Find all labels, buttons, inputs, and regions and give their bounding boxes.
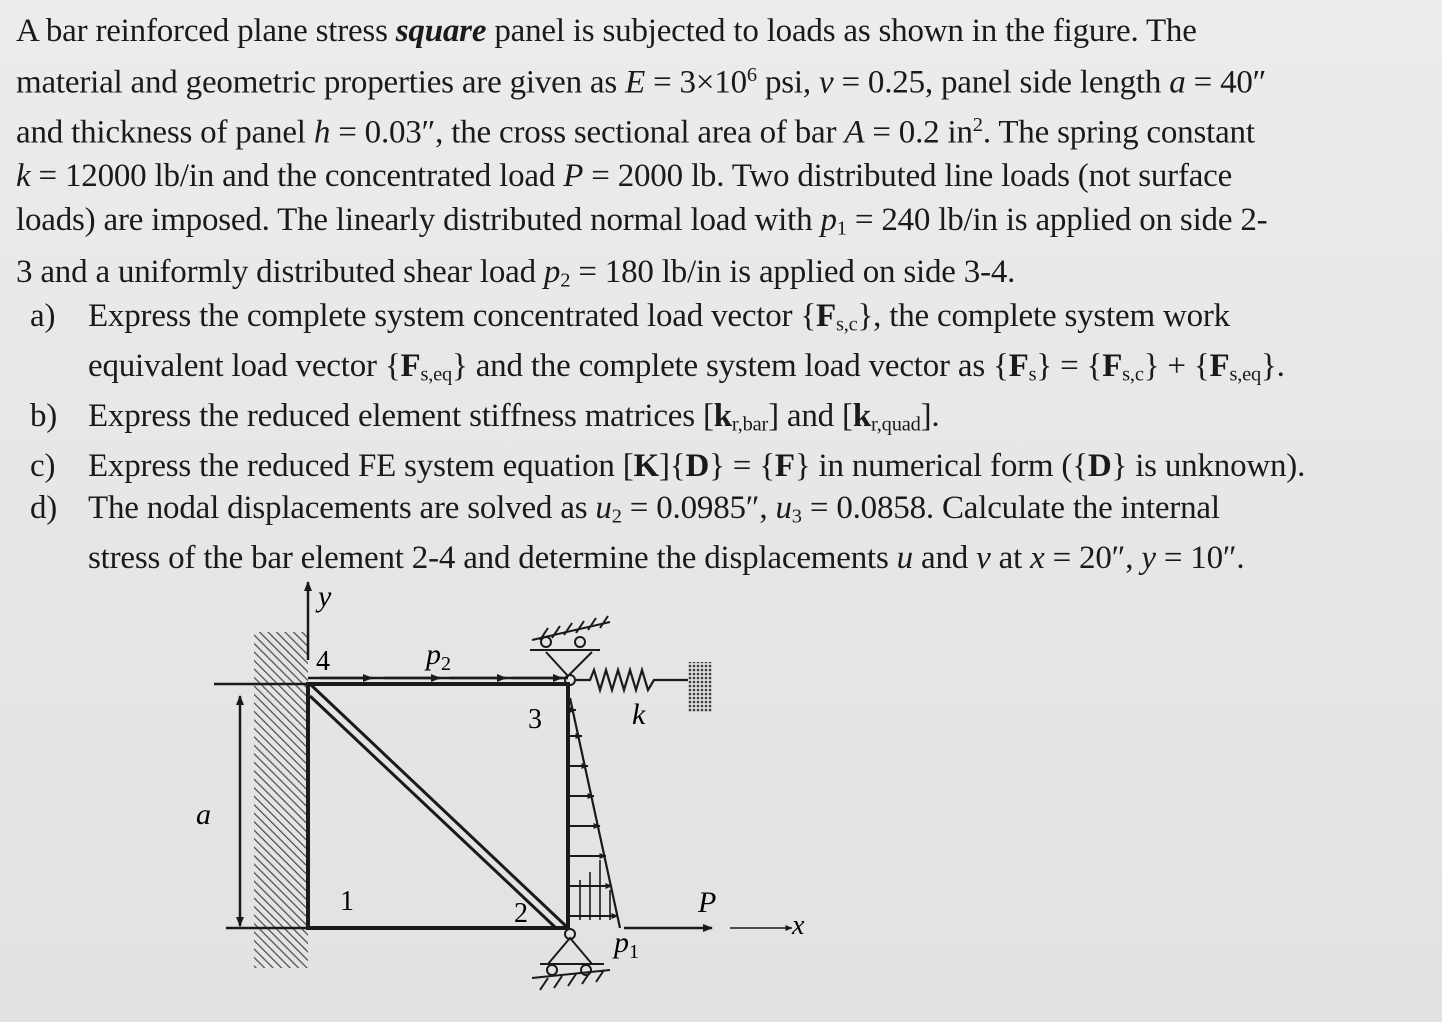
intro-line-1: A bar reinforced plane stress square panel is subjected to loads as shown in the figure. The	[16, 13, 1197, 49]
intro-line-3: and thickness of panel h = 0.03″, the cross sectional area of bar A = 0.2 $in^2$. The spring constant	[16, 114, 1255, 151]
question-list	[30, 296, 1430, 579]
node-label-2: 2	[514, 898, 528, 929]
question-a-line-2: equivalent load vector $\{F_{s,eq}\}$ and the complete system load vector as $\{F_s\} = \{F_{s,c}\} + \{F_{s,eq}\}$.	[88, 348, 1285, 386]
intro-line-4: k = 12000 lb/in and the concentrated load P = 2000 lb. Two distributed line loads (not surface	[16, 158, 1233, 194]
spring-wall	[688, 662, 712, 712]
spring-label-k: k	[632, 698, 646, 731]
question-label: b)	[30, 398, 58, 434]
load-label-P: P	[698, 886, 717, 919]
normal-load-hatch	[580, 860, 610, 920]
question-d-line-2: stress of the bar element 2-4 and determine the displacements u and v at x = 20″, y = 10″.	[88, 539, 1245, 576]
question-c	[30, 446, 1430, 488]
question-label: c)	[30, 448, 56, 484]
roller-support-top	[530, 616, 610, 676]
y-axis-label: y	[318, 580, 332, 613]
question-c-line-1: Express the reduced FE system equation [K]{D} = {F} in numerical form ({D} is unknown).	[88, 448, 1306, 484]
question-b	[30, 396, 1430, 446]
intro-line-6: 3 and a uniformly distributed shear load $p_2 = 180$ lb/in is applied on side 3-4.	[16, 253, 1016, 291]
question-label: d)	[30, 489, 58, 526]
normal-load-p1-envelope	[570, 698, 620, 928]
load-label-p2: $p_2$	[426, 638, 451, 675]
question-label: a)	[30, 298, 56, 334]
question-d-line-1: The nodal displacements are solved as $u_2 = 0.0985''$, $u_3 = 0.0858$. Calculate the internal	[88, 489, 1220, 527]
intro-line-5: loads) are imposed. The linearly distributed normal load with $p_1 = 240$ lb/in is applied on side 2-	[16, 201, 1268, 239]
question-a-line-1: Express the complete system concentrated load vector $\{F_{s,c}\}$, the complete system work	[88, 298, 1230, 336]
question-b-line-1: Express the reduced element stiffness matrices $[k_{r,bar}]$ and $[k_{r,quad}]$.	[88, 398, 940, 436]
question-a	[30, 296, 1430, 396]
spring-k	[576, 670, 688, 690]
panel-figure	[0, 560, 1442, 1022]
intro-line-2: material and geometric properties are given as $E = 3\times 10^6$ psi, v = 0.25, panel side length a = 40″	[16, 63, 1267, 100]
node-label-1: 1	[340, 886, 354, 917]
node-label-4: 4	[316, 646, 330, 677]
problem-statement	[16, 10, 1426, 303]
node-label-3: 3	[528, 704, 542, 735]
x-axis-label: x	[792, 910, 805, 941]
pin-support-bottom	[532, 929, 610, 990]
fixed-wall-hatch	[254, 632, 308, 968]
load-label-p1: $p_1$	[614, 926, 639, 963]
dimension-label-a: a	[196, 798, 211, 831]
